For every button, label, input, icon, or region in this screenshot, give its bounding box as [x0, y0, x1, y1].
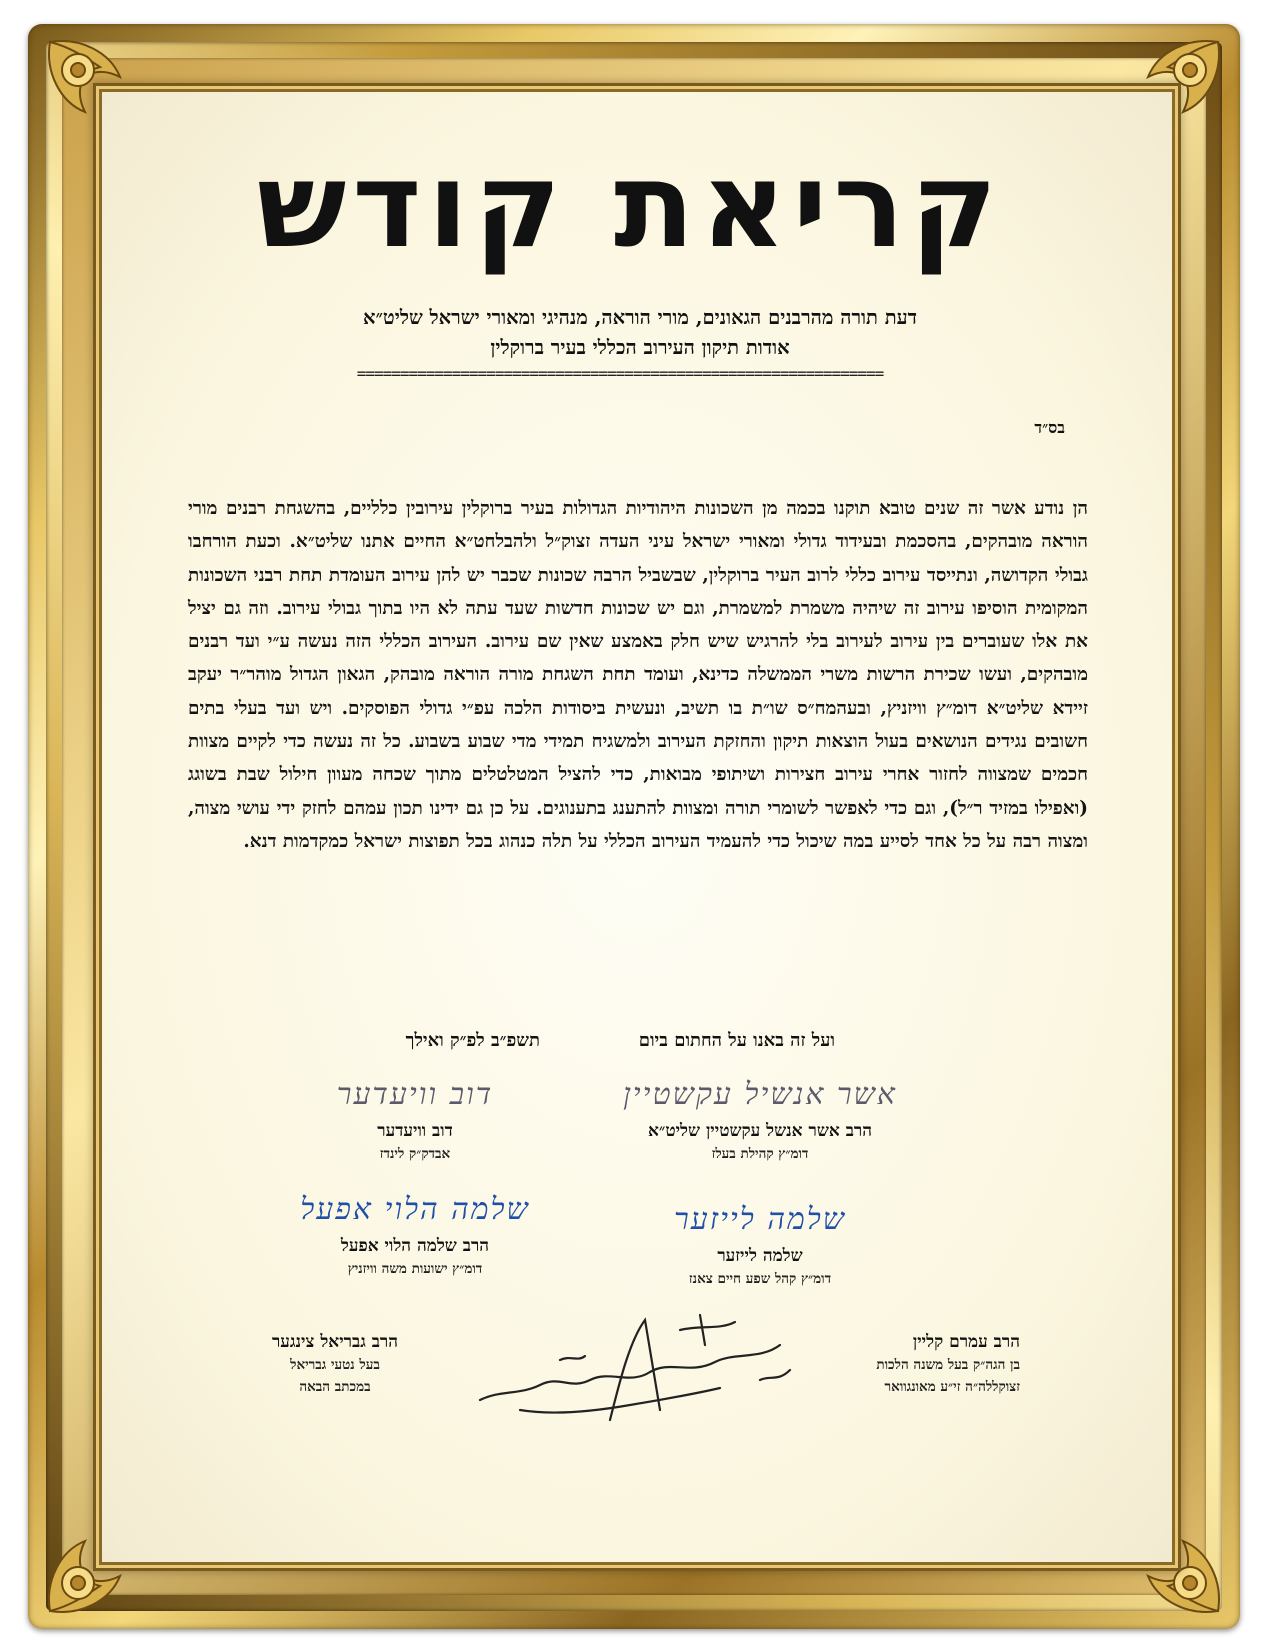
- body-paragraph: הן נודע אשר זה שנים טובא תוקנו בכמה מן השכונות היהודיות הגדולות בעיר ברוקלין עירובין כלליים, בהשגחת רבנים מורי הוראה מובהקים, בהסכמת ובעידוד גדולי ומאורי ישראל עיני העדה זצוק״ל ולהבלחט״א החיים אתנו שליט״א. וכעת הורחבו גבולי הקדושה, ונתייסד עירוב כללי לרוב העיר ברוקלין, שבשביל הרבה שכונות שכבר יש להן עירוב העומדת תחת רבני השכונות המקומית הוסיפו עירוב זה שיהיה משמרת למשמרת, וגם יש שכונות חדשות שעד עתה לא היו בתוך גבולי עירוב. וזה גם יציל את אלו שעוברים בין עירוב לעירוב בלי להרגיש שיש חלק באמצע שאין שם עירוב. העירוב הכללי הזה נעשה ע״י ועד רבנים מובהקים, ועשו שכירת הרשות משרי הממשלה כדינא, ועומד תחת השגחת מורה הוראה מובהק, הגאון הגדול מוהר״ר יעקב זיידא שליט״א דומ״ץ וויזניץ, ובעהמח״ס שו״ת בו תשיב, ונעשית ביסודות הלכה עפ״י גדולי הפוסקים. ויש ועד בעלי בתים חשובים נגידים הנושאים בעול הוצאות תיקון והחזקת העירוב ולמשגיח תמידי מדי שבוע בשבוע. כל זה נעשה כדי לקיים מצוות חכמים שמצווה לחזור אחרי עירוב חצירות ושיתופי מבואות, כדי להציל המטלטלים מתוך שכחה מעוון חילול שבת בשוגג (ואפילו במזיד ר״ל), וגם כדי לאפשר לשומרי תורה ומצוות להתענג בתענוגים. על כן גם ידינו תכון עמהם לחזק ידי עושי מצוה, ומצוה רבה על כל אחד לסייע במה שיכול כדי להעמיד העירוב הכללי על תלה כנהוג בכל תפוצות ישראל כמקדמות דנא.: [188, 498, 1088, 852]
- signatory-title: דומ״ץ ישועות משה וויזניץ: [347, 1261, 483, 1277]
- signatory-title: במכתב הבאה: [299, 1379, 371, 1395]
- signature-block: [615, 1075, 905, 1165]
- handwritten-signature: שלמה הלוי אפעל: [300, 1192, 530, 1227]
- signatory-title: זצוקללה״ה זי״ע מאונגוואר: [884, 1379, 1020, 1395]
- bsd-mark: בס״ד: [1034, 418, 1065, 437]
- signatory-name: שלמה לייזער: [717, 1246, 803, 1266]
- signature-block: [235, 1330, 435, 1398]
- signatory-name: דוב וויעדער: [377, 1121, 453, 1141]
- signature-block: [290, 1075, 540, 1165]
- signing-line-right: ועל זה באנו על החתום ביום: [638, 1030, 835, 1051]
- signing-line-left: תשפ״ב לפ״ק ואילך: [405, 1030, 540, 1051]
- separator-line: =============================================================: [356, 364, 884, 383]
- signature-block: [615, 1200, 905, 1290]
- signature-block: [760, 1330, 1020, 1398]
- subtitle-line-1: דעת תורה מהרבנים הגאונים, מורי הוראה, מנהיגי ומאורי ישראל שליט״א: [363, 306, 917, 329]
- handwritten-signature: דוב וויעדער: [336, 1077, 494, 1112]
- handwritten-signature: אשר אנשיל עקשטיין: [623, 1077, 897, 1112]
- handwritten-signature-scrawl: [460, 1300, 800, 1430]
- signatory-title: בן הגה״ק בעל משנה הלכות: [876, 1357, 1020, 1373]
- signatory-title: בעל נטעי גבריאל: [290, 1357, 380, 1373]
- document-title: קריאת קודש: [256, 136, 1004, 274]
- subtitle-line-2: אודות תיקון העירוב הכללי בעיר ברוקלין: [490, 336, 790, 359]
- signatory-title: דומ״ץ קהל שפע חיים צאנז: [688, 1271, 832, 1287]
- signatory-name: הרב אשר אנשל עקשטיין שליט״א: [647, 1121, 873, 1141]
- signatory-name: הרב עמרם קליין: [912, 1332, 1020, 1352]
- signatory-title: אבדק״ק לינדז: [379, 1146, 451, 1162]
- signatory-name: הרב גבריאל צינגער: [271, 1332, 399, 1352]
- handwritten-signature: שלמה לייזער: [673, 1202, 846, 1237]
- signatory-name: הרב שלמה הלוי אפעל: [340, 1236, 490, 1256]
- signatory-title: דומ״ץ קהילת בעלז: [711, 1146, 809, 1162]
- signature-block: [285, 1190, 545, 1280]
